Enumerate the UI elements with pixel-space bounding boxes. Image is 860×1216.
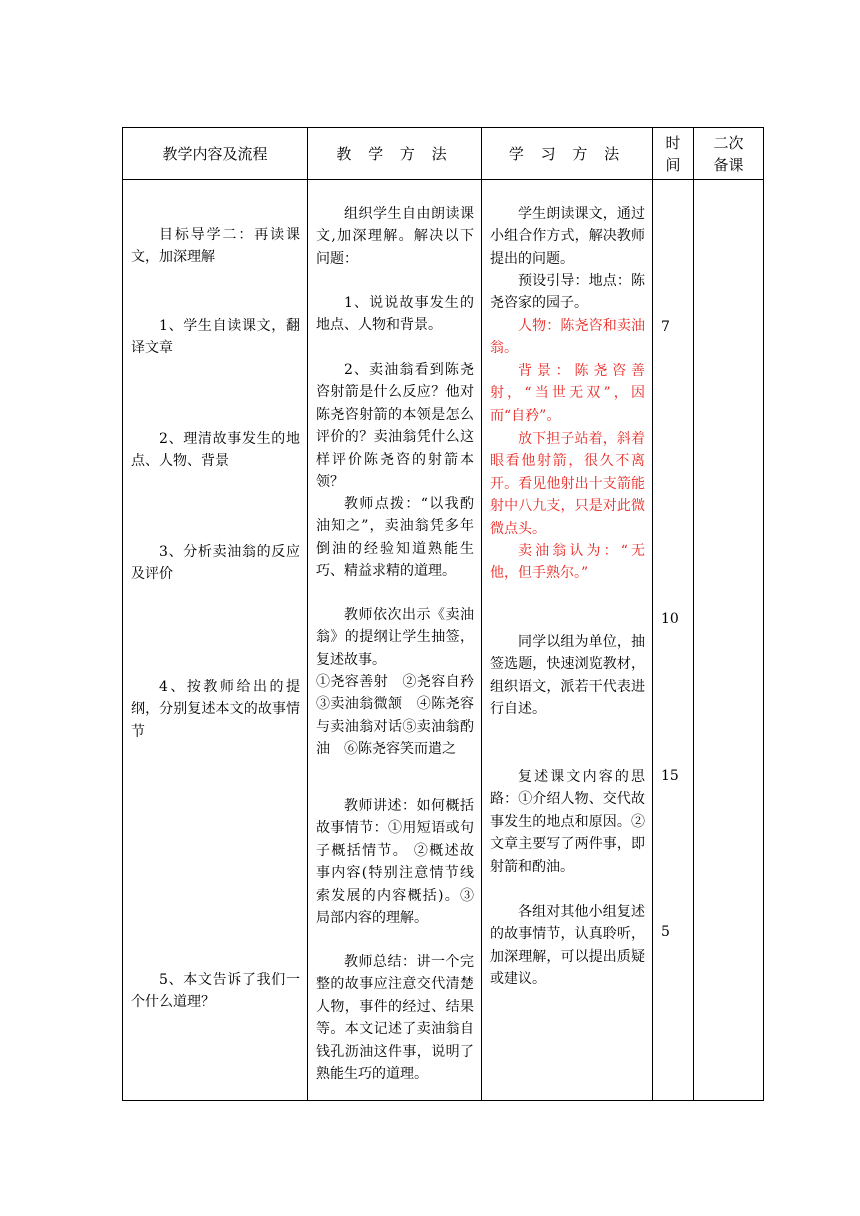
second-prep-column: [694, 180, 764, 1101]
learning-reaction: 放下担子站着，斜着眼看他射箭，很久不离开。看见他射出十支箭能射中八九支，只是对此微微点头。: [490, 431, 645, 537]
time-value-4: 5: [661, 924, 670, 940]
content-item-2: 2、理清故事发生的地点、人物、背景: [131, 431, 300, 470]
method-outline-list: ①尧容善射 ②尧容自矜 ③卖油翁微颔 ④陈尧容与卖油翁对话⑤卖油翁酌油 ⑥陈尧容笑而遣之: [316, 674, 488, 758]
header-time-line2: 间: [665, 155, 681, 174]
learning-group-retell: 同学以组为单位，抽签选题，快速浏览教材，组织语文，派若干代表进行自述。: [490, 634, 645, 718]
content-goal: 目标导学二：再读课文，加深理解: [131, 227, 300, 266]
method-explain: 教师讲述：如何概括故事情节：①用短语或句子概括情节。 ②概述故事内容(特别注意情节线索发展的内容概括)。③局部内容的理解。: [316, 798, 474, 927]
learning-evaluation: 卖油翁认为：“无他，但手熟尔。”: [490, 543, 645, 582]
header-row: [123, 128, 764, 180]
time-value-3: 15: [661, 768, 679, 784]
method-question-2: 2、卖油翁看到陈尧咨射箭是什么反应？他对陈尧咨射箭的本领是怎么评价的？卖油翁凭什么这样评价陈尧咨的射箭本领？: [316, 362, 474, 491]
learning-intro: 学生朗读课文，通过小组合作方式，解决教师提出的问题。: [490, 206, 645, 267]
header-second-prep-line2: 备课: [713, 155, 744, 174]
learning-guide: 预设引导：地点：陈尧咨家的园子。: [490, 273, 645, 312]
lesson-plan-table: [122, 127, 764, 1101]
time-column: [653, 180, 694, 1101]
content-column: [123, 180, 308, 1101]
header-learning-method: 学 习 方 法: [482, 128, 653, 180]
method-intro: 组织学生自由朗读课文,加深理解。解决以下问题：: [316, 206, 474, 267]
method-outline-intro: 教师依次出示《卖油翁》的提纲让学生抽签，复述故事。: [316, 607, 474, 668]
learning-peer-review: 各组对其他小组复述的故事情节，认真聆听，加深理解，可以提出质疑或建议。: [490, 904, 645, 988]
content-item-5: 5、本文告诉了我们一个什么道理？: [131, 972, 300, 1011]
header-time-line1: 时: [665, 133, 681, 152]
content-item-4: 4、按教师给出的提纲，分别复述本文的故事情节: [131, 679, 300, 740]
content-item-1: 1、学生自读课文，翻译文章: [131, 318, 300, 357]
header-second-prep-line1: 二次: [713, 133, 744, 152]
method-question-1: 1、说说故事发生的地点、人物和背景。: [316, 295, 474, 334]
body-row: [123, 180, 764, 1101]
learning-background: 背景：陈尧咨善射，“当世无双”，因而“自矜”。: [490, 363, 645, 424]
learning-characters: 人物：陈尧咨和卖油翁。: [490, 318, 645, 357]
teaching-method-column: [308, 180, 488, 1101]
content-item-3: 3、分析卖油翁的反应及评价: [131, 544, 300, 583]
header-teaching-method: 教 学 方 法: [308, 128, 482, 180]
method-hint: 教师点拨：“以我酌油知之”，卖油翁凭多年倒油的经验知道熟能生巧、精益求精的道理。: [316, 496, 474, 580]
method-summary: 教师总结：讲一个完整的故事应注意交代清楚人物，事件的经过、结果等。本文记述了卖油翁自钱孔沥油这件事，说明了熟能生巧的道理。: [316, 954, 474, 1083]
header-time: [653, 128, 694, 180]
time-value-2: 10: [661, 611, 679, 627]
learning-method-column: [482, 180, 653, 1101]
header-content-flow: 教学内容及流程: [123, 128, 308, 180]
learning-retell-approach: 复述课文内容的思路：①介绍人物、交代故事发生的地点和原因。②文章主要写了两件事，即射箭和酌油。: [490, 769, 645, 875]
time-value-1: 7: [661, 319, 670, 335]
header-second-prep: [694, 128, 764, 180]
